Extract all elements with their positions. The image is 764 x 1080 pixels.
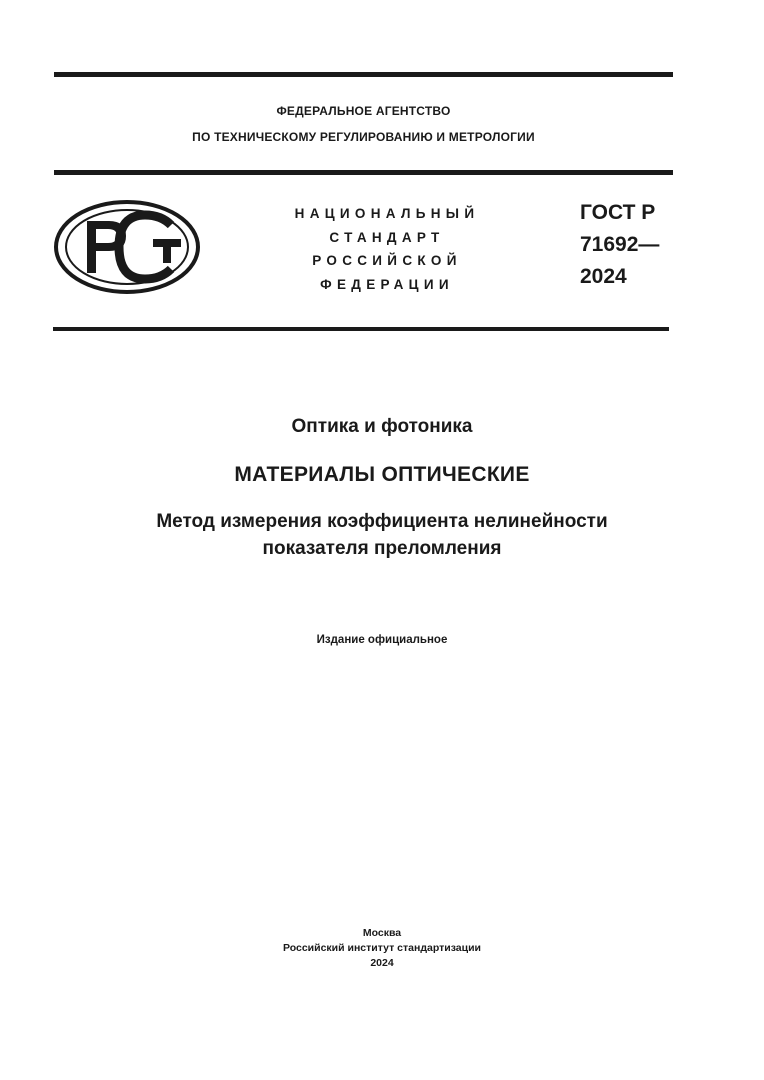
bottom-rule — [53, 327, 669, 331]
document-title-method-line-2: показателя преломления — [262, 538, 502, 559]
standard-type-line-4: ФЕДЕРАЦИИ — [320, 277, 454, 292]
document-title-main: Оптика и фотоника — [291, 416, 473, 437]
top-rule — [54, 72, 673, 77]
agency-name-line-2: ПО ТЕХНИЧЕСКОМУ РЕГУЛИРОВАНИЮ И МЕТРОЛОГИИ — [192, 130, 535, 144]
edition-note: Издание официальное — [316, 634, 448, 646]
document-title-method-line-1: Метод измерения коэффициента нелинейности — [156, 511, 608, 532]
document-title-materials: МАТЕРИАЛЫ ОПТИЧЕСКИЕ — [234, 463, 530, 486]
designation-line-1: ГОСТ Р — [580, 201, 656, 224]
rst-certification-mark-icon — [53, 199, 201, 295]
standard-type-line-1: НАЦИОНАЛЬНЫЙ — [294, 206, 480, 221]
imprint-publisher: Российский институт стандартизации — [282, 942, 482, 954]
agency-name-line-1: ФЕДЕРАЛЬНОЕ АГЕНТСТВО — [276, 104, 451, 118]
standard-type-line-3: РОССИЙСКОЙ — [312, 253, 462, 268]
designation-line-3: 2024 — [580, 265, 627, 288]
designation-line-2: 71692— — [580, 233, 660, 256]
imprint-city: Москва — [362, 927, 402, 939]
standard-type-line-2: СТАНДАРТ — [329, 230, 445, 245]
middle-rule — [54, 170, 673, 175]
rst-logo-graphic — [53, 199, 201, 295]
imprint-year: 2024 — [370, 957, 394, 969]
